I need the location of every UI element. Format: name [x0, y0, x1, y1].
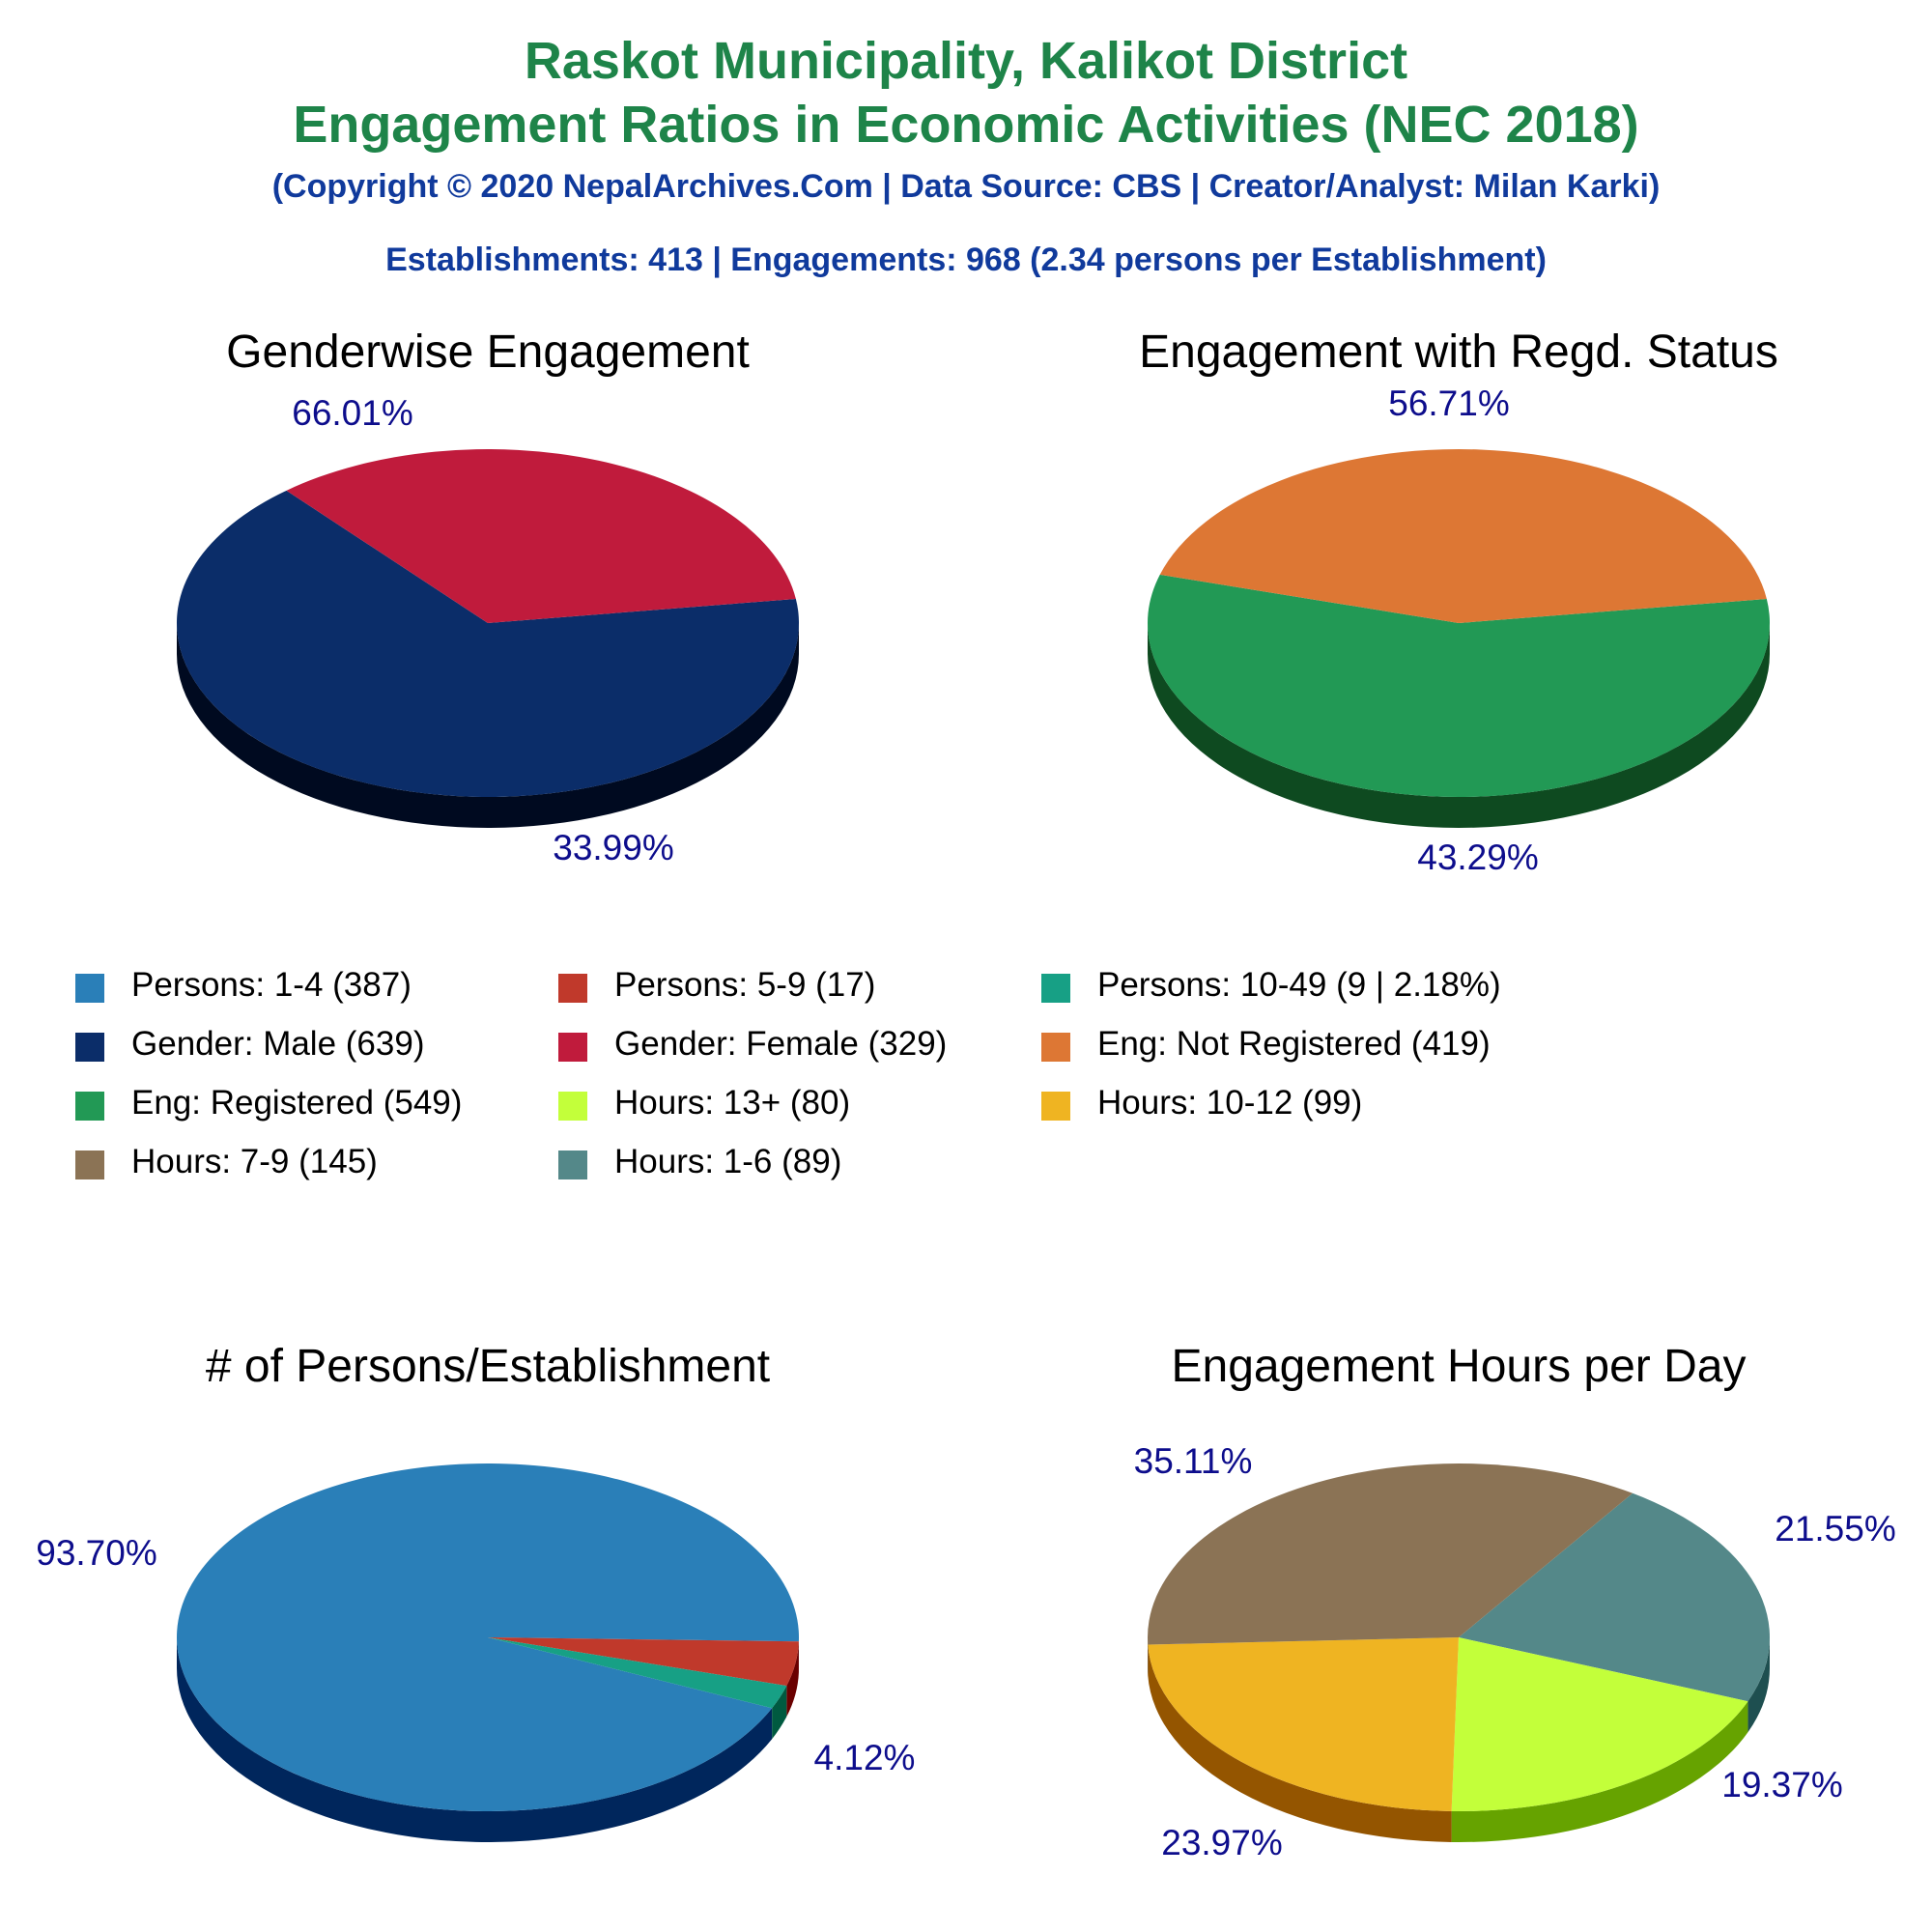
pie-data-label: 23.97%: [1161, 1823, 1283, 1862]
legend-label: Gender: Male (639): [131, 1025, 425, 1063]
legend-label: Hours: 13+ (80): [614, 1084, 851, 1122]
pie-title: Engagement Hours per Day: [1171, 1341, 1747, 1392]
main-title-line1: Raskot Municipality, Kalikot District: [524, 32, 1408, 90]
main-title-line2: Engagement Ratios in Economic Activities (NEC 2018): [293, 96, 1639, 154]
pie-slice: [1148, 1637, 1459, 1811]
legend-label: Hours: 10-12 (99): [1097, 1084, 1363, 1122]
pie-data-label: 4.12%: [813, 1738, 916, 1777]
legend-label: Persons: 5-9 (17): [614, 966, 876, 1004]
legend-swatch: [558, 1033, 587, 1062]
legend-label: Eng: Not Registered (419): [1097, 1025, 1491, 1063]
legend-label: Hours: 1-6 (89): [614, 1143, 842, 1180]
legend-label: Persons: 1-4 (387): [131, 966, 412, 1004]
pie-data-label: 35.11%: [1133, 1441, 1253, 1481]
legend-swatch: [1041, 1092, 1070, 1121]
pie-data-label: 93.70%: [36, 1533, 157, 1573]
pie-title: Engagement with Regd. Status: [1139, 327, 1778, 378]
legend-swatch: [558, 974, 587, 1003]
legend-swatch: [1041, 1033, 1070, 1062]
pie-title: Genderwise Engagement: [226, 327, 750, 378]
legend-swatch: [558, 1151, 587, 1179]
legend-swatch: [75, 1151, 104, 1179]
pie-data-label: 33.99%: [553, 828, 674, 867]
summary-stats: Establishments: 413 | Engagements: 968 (2.34 persons per Establishment): [385, 242, 1547, 278]
legend-swatch: [75, 974, 104, 1003]
pie-chart: [1134, 1341, 1896, 1862]
pie-data-label: 56.71%: [1388, 384, 1510, 423]
pie-title: # of Persons/Establishment: [205, 1341, 771, 1392]
legend-swatch: [75, 1092, 104, 1121]
copyright-subtitle: (Copyright © 2020 NepalArchives.Com | Data Source: CBS | Creator/Analyst: Milan Karki): [271, 168, 1661, 205]
pie-chart: [1139, 327, 1778, 877]
pie-chart: [177, 327, 799, 867]
pie-data-label: 19.37%: [1721, 1765, 1843, 1804]
pie-data-label: 21.55%: [1775, 1509, 1896, 1548]
pie-chart: [36, 1341, 915, 1842]
legend-label: Hours: 7-9 (145): [131, 1143, 378, 1180]
pie-data-label: 43.29%: [1417, 838, 1539, 877]
legend-swatch: [75, 1033, 104, 1062]
legend-swatch: [1041, 974, 1070, 1003]
legend-label: Persons: 10-49 (9 | 2.18%): [1097, 966, 1501, 1004]
legend-label: Gender: Female (329): [614, 1025, 948, 1063]
legend-label: Eng: Registered (549): [131, 1084, 463, 1122]
pie-data-label: 66.01%: [292, 393, 413, 433]
legend-swatch: [558, 1092, 587, 1121]
